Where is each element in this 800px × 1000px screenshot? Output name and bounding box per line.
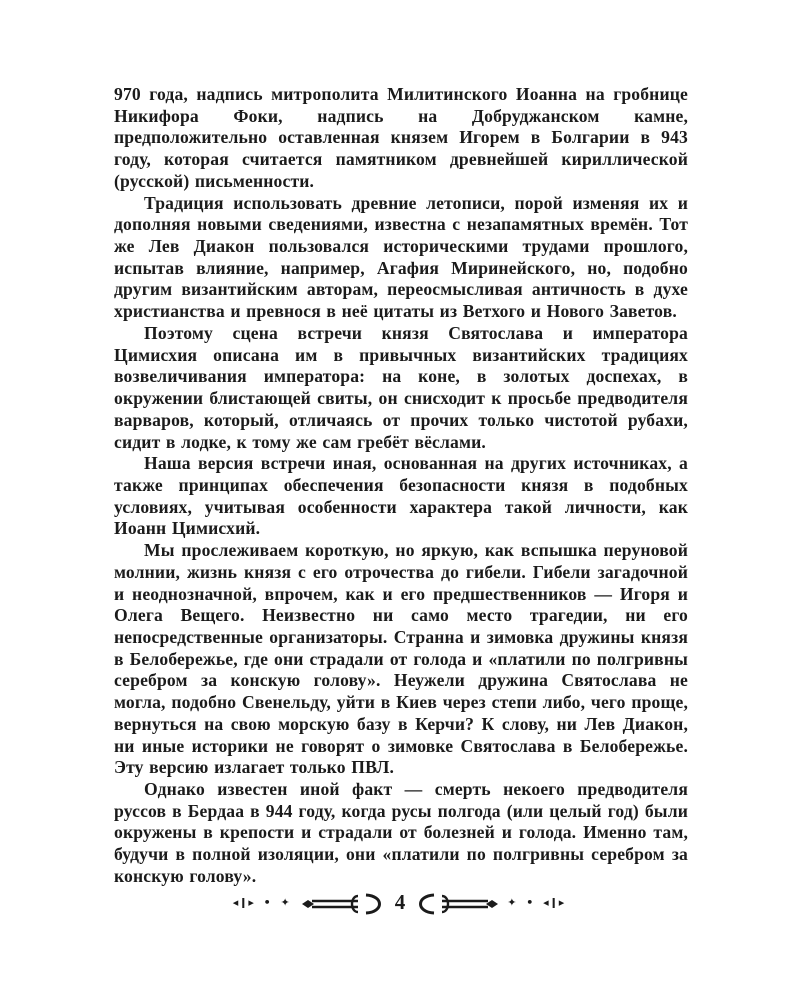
paragraph: Традиция использовать древние летописи, порой изменяя их и дополняя новыми сведениями, известна с незапамятных времён. Тот же Лев Диакон пользовался историческими трудами прошлого, испытав влияние, например, Агафия Миринейского, но, подобно другим византийским авторам, переосмысливая античность в духе христианства и превнося в неё цитаты из Ветхого и Нового Заветов. [114, 192, 688, 322]
footer-flourish-right-icon [414, 893, 500, 915]
paragraph: Наша версия встречи иная, основанная на других источниках, а также принципах обеспечения безопасности князя в подобных условиях, учитывая особенности характера такой личности, как Иоанн Цимисхий. [114, 453, 688, 539]
footer-ornament-right-icon: ✦ • ◂ǀ▸ [507, 896, 568, 909]
page-number: 4 [394, 890, 406, 914]
paragraph: Однако известен иной факт — смерть некоего предводителя руссов в Бердаа в 944 году, когда русы полгода (или целый год) были окружены в крепости и страдали от болезней и голода. Именно там, будучи в полной изоляции, они «платили по полгривны серебром за конскую голову». [114, 779, 688, 886]
footer-flourish-left-icon [300, 893, 386, 915]
paragraph: Мы прослеживаем короткую, но яркую, как вспышка перуновой молнии, жизнь князя с его отрочества до гибели. Гибели загадочной и неоднозначной, впрочем, как и его предшественников — Игоря и Олега Вещего. Неизвестно ни само место трагедии, ни его непосредственные организаторы. Странна и зимовка дружины князя в Белобережье, где они страдали от голода и «платили по полгривны серебром за конскую голову». Неужели дружина Святослава не могла, подобно Свенельду, уйти в Киев через степи либо, чего проще, вернуться на свою морскую базу в Керчи? К слову, ни Лев Диакон, ни иные историки не говорят о зимовке Святослава в Белобережье. Эту версию излагает только ПВЛ. [114, 540, 688, 778]
page-text-block [114, 84, 688, 888]
paragraph: Поэтому сцена встречи князя Святослава и императора Цимисхия описана им в привычных византийских традициях возвеличивания императора: на коне, в золотых доспехах, в окружении блистающей свиты, он снисходит к просьбе предводителя варваров, который, отличаясь от прочих только чистотой рубахи, сидит в лодке, к тому же сам гребёт вёслами. [114, 322, 688, 452]
footer-ornament-left-icon: ◂ǀ▸ • ✦ [232, 896, 293, 909]
page-footer [0, 891, 800, 916]
paragraph: 970 года, надпись митрополита Милитинского Иоанна на гробнице Никифора Фоки, надпись на Добруджанском камне, предположительно оставленная князем Игорем в Болгарии в 943 году, которая считается памятником древнейшей кириллической (русской) письменности. [114, 84, 688, 191]
